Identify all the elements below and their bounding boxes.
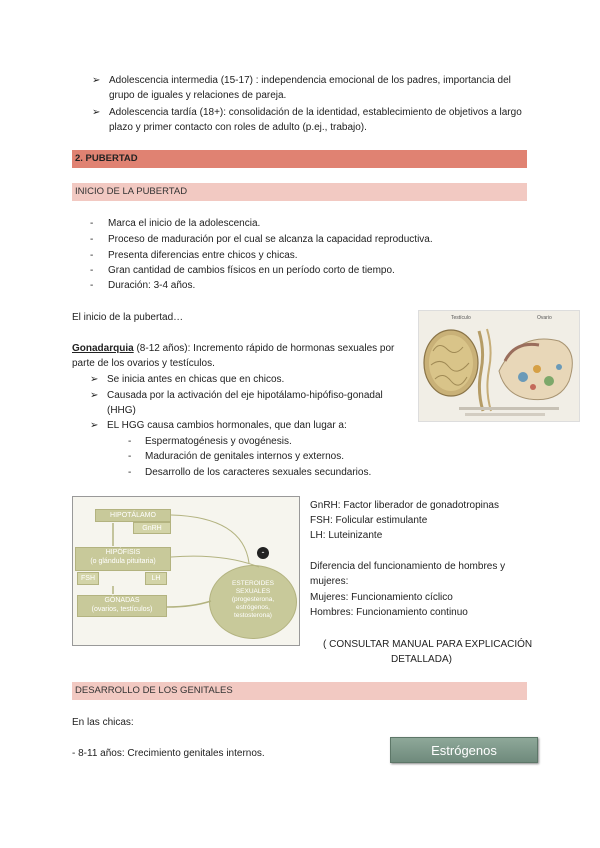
gonadas-box: GÓNADAS (ovarios, testículos) — [77, 595, 167, 617]
arrow-bullet-icon: ➢ — [90, 390, 99, 401]
subsection-heading-inicio: INICIO DE LA PUBERTAD — [72, 183, 527, 201]
testis-label: Testículo — [451, 315, 471, 321]
arrow-bullet-icon: ➢ — [90, 374, 99, 385]
fsh-box: FSH — [77, 572, 99, 585]
gonadarquia-bullet: ➢ EL HGG causa cambios hormonales, que dan lugar a: — [90, 420, 347, 431]
difference-mujeres: Mujeres: Funcionamiento cíclico — [310, 592, 453, 603]
intro-item-tardia — [92, 105, 532, 137]
ovary-label: Ovario — [537, 315, 552, 321]
consult-line2: DETALLADA) — [391, 654, 452, 665]
hipotalamo-box: HIPOTÁLAMO — [95, 509, 171, 522]
intro-item-intermedia — [92, 73, 532, 105]
esteroides-circle: ESTEROIDES SEXUALES (progesterona, estrógenos, testosterona) — [209, 565, 297, 639]
section-heading-pubertad: 2. PUBERTAD — [72, 150, 527, 168]
arrow-bullet-icon: ➢ — [92, 75, 101, 86]
hipofisis-box: HIPÓFISIS (o glándula pituitaria) — [75, 547, 171, 571]
consult-line1: ( CONSULTAR MANUAL PARA EXPLICACIÓN — [323, 639, 533, 650]
subsection-heading-genitales: DESARROLLO DE LOS GENITALES — [72, 682, 527, 700]
gonadarquia-line: Gonadarquia (8-12 años): Incremento rápido de hormonas sexuales por — [72, 343, 395, 354]
definition-gnrh: GnRH: Factor liberador de gonadotropinas — [310, 500, 499, 511]
testis-ovary-illustration — [418, 310, 580, 422]
difference-line2: mujeres: — [310, 576, 349, 587]
gonadarquia-bullet: ➢ Se inicia antes en chicas que en chicos. — [90, 374, 285, 385]
gonadarquia-line2: parte de los ovarios y testículos. — [72, 358, 215, 369]
estrogenos-button[interactable]: Estrógenos — [390, 737, 538, 763]
difference-line1: Diferencia del funcionamiento de hombres y — [310, 561, 506, 572]
difference-hombres: Hombres: Funcionamiento continuo — [310, 607, 468, 618]
chicas-item: - 8-11 años: Crecimiento genitales internos. — [72, 748, 265, 759]
inicio-intro-text: El inicio de la pubertad… — [72, 312, 184, 323]
gonadarquia-term: Gonadarquia — [72, 343, 134, 354]
hhg-axis-diagram — [72, 496, 300, 646]
negative-feedback-icon: - — [257, 547, 269, 559]
definition-fsh: FSH: Folicular estimulante — [310, 515, 428, 526]
gonadarquia-bullet: ➢ Causada por la activación del eje hipotálamo-hipófiso-gonadal (HHG) — [90, 390, 383, 416]
lh-box: LH — [145, 572, 167, 585]
diagram-arrows — [73, 497, 301, 647]
chicas-intro: En las chicas: — [72, 717, 134, 728]
gonads-drawing — [419, 311, 580, 422]
definition-lh: LH: Luteinizante — [310, 530, 383, 541]
arrow-bullet-icon: ➢ — [90, 420, 99, 431]
intro-item-text: Adolescencia tardía (18+): consolidación de la identidad, establecimiento de objetivos a largo plazo y primer contacto con roles de adulto (p.ej., trabajo). — [109, 107, 522, 133]
intro-item-text: Adolescencia intermedia (15-17) : independencia emocional de los padres, importancia del grupo de iguales y relaciones de pareja. — [109, 75, 511, 101]
arrow-bullet-icon: ➢ — [92, 107, 101, 118]
gnrh-box: GnRH — [133, 522, 171, 534]
